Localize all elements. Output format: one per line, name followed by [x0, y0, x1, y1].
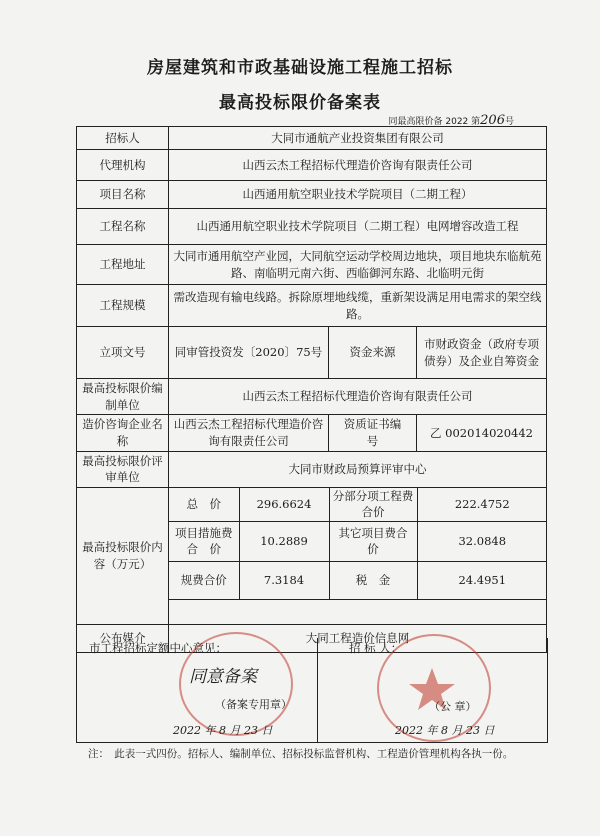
tenderer-stamp-note: （公 章）: [429, 700, 477, 713]
row-address: [77, 245, 547, 285]
limit-row-2: [169, 522, 547, 562]
label-approval: 立项文号: [77, 327, 169, 379]
sign-area: [76, 638, 548, 743]
value-project: 山西通用航空职业技术学院项目（二期工程）: [169, 181, 547, 209]
value-tax: 24.4951: [417, 562, 547, 600]
label-engineering-name: 工程名称: [77, 209, 169, 245]
value-fee: 7.3184: [239, 562, 329, 600]
label-scale: 工程规模: [77, 285, 169, 327]
tenderer-sign-label: 招 标 人：: [349, 641, 403, 655]
title-line-2: 最高投标限价备案表: [219, 93, 381, 113]
value-consult: 山西云杰工程招标代理造价咨询有限责任公司: [169, 415, 329, 451]
value-cert: 乙 002014020442: [417, 415, 547, 451]
row-project: [77, 181, 547, 209]
value-agency: 山西云杰工程招标代理造价咨询有限责任公司: [169, 150, 547, 181]
label-agency: 代理机构: [77, 150, 169, 181]
row-agency: [77, 150, 547, 181]
label-cert: 资质证书编 号: [329, 415, 417, 451]
limit-row-empty: [169, 600, 547, 624]
label-review-unit: 最高投标限价评审单位: [77, 451, 169, 487]
filing-prefix: 同最高限价备 2022 第: [388, 117, 481, 127]
limit-row-1: [169, 488, 547, 522]
row-review-unit: [77, 451, 547, 487]
label-media: 公布媒介: [77, 624, 169, 652]
row-scale: [77, 285, 547, 327]
opinion-date: 2022 年 8 月 23 日: [173, 724, 273, 737]
value-review-unit: 大同市财政局预算评审中心: [169, 451, 547, 487]
seal-star-icon: [379, 636, 485, 736]
value-fund: 市财政资金（政府专项债券）及企业自筹资金: [417, 327, 547, 379]
limit-empty-cell: [169, 600, 547, 624]
value-total: 296.6624: [239, 488, 329, 522]
label-fee: 规费合价: [169, 562, 239, 600]
opinion-stamp-note: （备案专用章）: [215, 698, 292, 711]
row-approval: [77, 327, 547, 379]
opinion-handwriting: 同意备案: [189, 667, 257, 687]
opinion-label: 市工程招标定额中心意见：: [89, 641, 227, 655]
value-tenderer: 大同市通航产业投资集团有限公司: [169, 127, 547, 150]
limit-row-3: [169, 562, 547, 600]
label-total: 总 价: [169, 488, 239, 522]
label-consult: 造价咨询企业名称: [77, 415, 169, 451]
value-sub: 222.4752: [417, 488, 547, 522]
row-limit: [77, 488, 547, 625]
label-tax: 税 金: [329, 562, 417, 600]
label-measure: 项目措施费合 价: [169, 522, 239, 562]
label-sub: 分部分项工程费合价: [329, 488, 417, 522]
title-line-1: 房屋建筑和市政基础设施工程施工招标: [147, 58, 453, 78]
label-tenderer: 招标人: [77, 127, 169, 150]
label-compile-unit: 最高投标限价编制单位: [77, 379, 169, 415]
row-compile-unit: [77, 379, 547, 415]
limit-grid: [169, 488, 547, 624]
value-engineering-name: 山西通用航空职业技术学院项目（二期工程）电网增容改造工程: [169, 209, 547, 245]
value-approval: 同审管投资发〔2020〕75号: [169, 327, 329, 379]
label-project: 项目名称: [77, 181, 169, 209]
value-address: 大同市通用航空产业园，大同航空运动学校周边地块，项目地块东临航苑路、南临明元南六街、西临御河东路、北临明元街: [169, 245, 547, 285]
value-compile-unit: 山西云杰工程招标代理造价咨询有限责任公司: [169, 379, 547, 415]
filing-suffix: 号: [504, 117, 514, 127]
label-fund: 资金来源: [329, 327, 417, 379]
row-tenderer: [77, 127, 547, 150]
row-engineering-name: [77, 209, 547, 245]
label-limit: 最高投标限价内容（万元）: [77, 488, 169, 625]
tenderer-date: 2022 年 8 月 23 日: [395, 724, 495, 737]
label-address: 工程地址: [77, 245, 169, 285]
value-media: 大同工程造价信息网: [169, 624, 547, 652]
label-other: 其它项目费合 价: [329, 522, 417, 562]
filing-table: [76, 126, 547, 653]
filing-hand-number: 206: [480, 113, 505, 128]
value-measure: 10.2889: [239, 522, 329, 562]
row-consult: [77, 415, 547, 451]
value-scale: 需改造现有输电线路。拆除原埋地线缆，重新架设满足用电需求的架空线路。: [169, 285, 547, 327]
limit-grid-cell: [169, 488, 547, 625]
sign-divider: [317, 638, 318, 742]
footnote: 注： 此表一式四份。招标人、编制单位、招标投标监督机构、工程造价管理机构各执一份。: [88, 748, 514, 760]
value-other: 32.0848: [417, 522, 547, 562]
